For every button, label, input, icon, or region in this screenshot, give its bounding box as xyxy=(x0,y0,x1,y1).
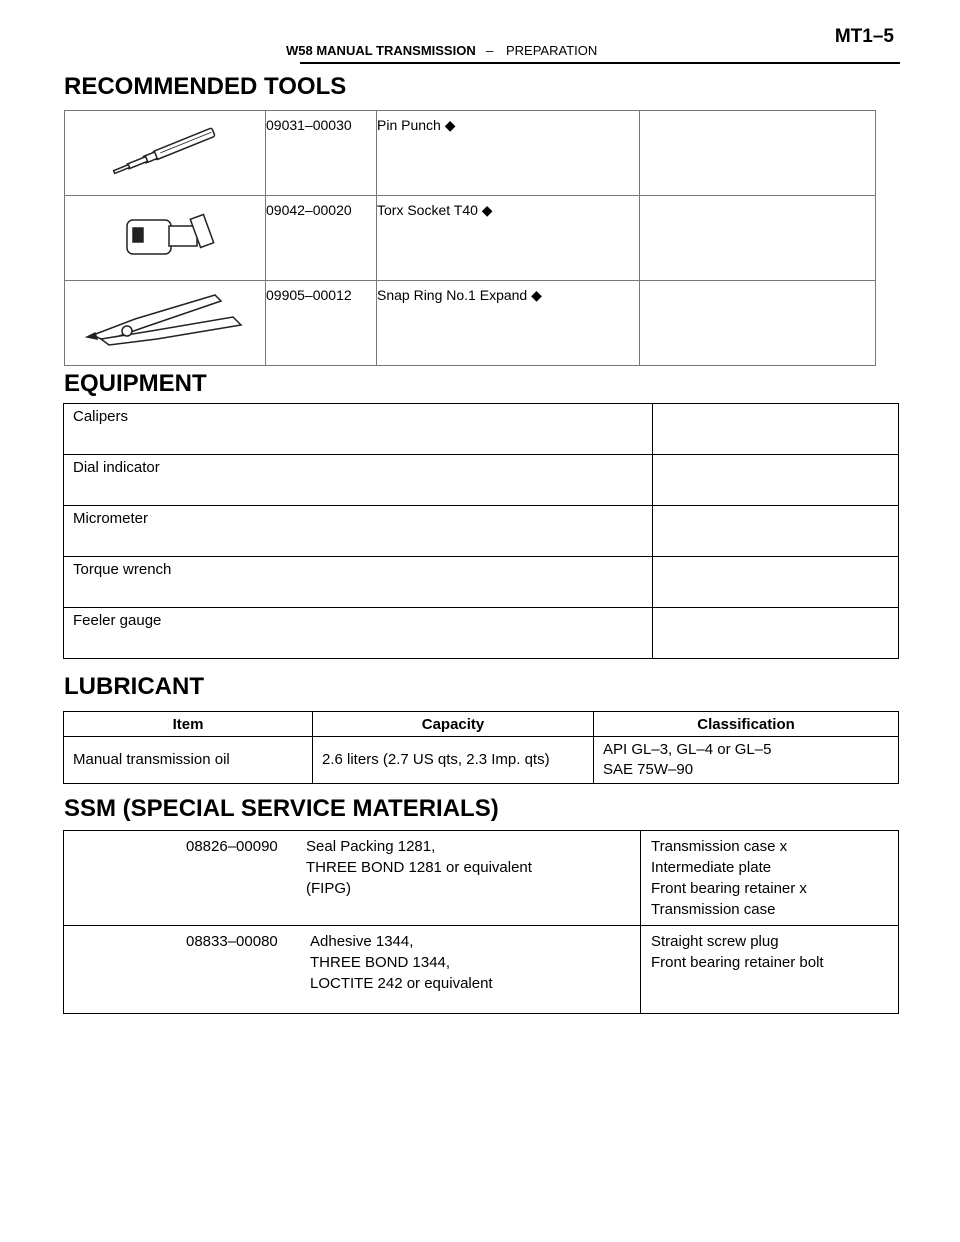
equipment-table xyxy=(63,403,899,659)
equipment-row xyxy=(64,455,899,506)
tool-row xyxy=(65,281,876,366)
recommended-tools-table xyxy=(64,110,876,366)
equipment-note xyxy=(653,557,899,608)
equipment-note xyxy=(653,506,899,557)
recommended-tools-heading: RECOMMENDED TOOLS xyxy=(64,73,347,100)
material-line: (FIPG) xyxy=(306,880,351,897)
equipment-note xyxy=(653,455,899,506)
ssm-material-cell xyxy=(64,926,641,1014)
usage-line: Transmission case x xyxy=(651,838,788,855)
usage-line: Straight screw plug xyxy=(651,933,779,950)
equipment-row xyxy=(64,506,899,557)
equipment-item: Torque wrench xyxy=(64,557,653,608)
lubricant-header-row xyxy=(64,712,899,737)
classification-line: SAE 75W–90 xyxy=(603,761,694,778)
tool-name: Snap Ring No.1 Expand ◆ xyxy=(377,281,640,366)
tool-notes-cell xyxy=(640,111,876,196)
material-line: Seal Packing 1281, xyxy=(306,838,436,855)
equipment-row xyxy=(64,404,899,455)
column-header-item: Item xyxy=(64,712,313,737)
column-header-classification: Classification xyxy=(594,712,899,737)
tool-notes-cell xyxy=(640,196,876,281)
lubricant-classification xyxy=(594,737,899,784)
ssm-material-block xyxy=(186,836,630,899)
ssm-code: 08826–00090 xyxy=(186,838,278,855)
tool-row xyxy=(65,196,876,281)
tool-name: Torx Socket T40 ◆ xyxy=(377,196,640,281)
equipment-item: Micrometer xyxy=(64,506,653,557)
tool-name: Pin Punch ◆ xyxy=(377,111,640,196)
equipment-note xyxy=(653,608,899,659)
equipment-heading: EQUIPMENT xyxy=(64,370,207,397)
material-line: THREE BOND 1344, xyxy=(310,954,451,971)
ssm-row xyxy=(64,831,899,926)
header-separator: – xyxy=(486,43,494,58)
page-header xyxy=(286,26,900,64)
page-number: MT1–5 xyxy=(834,26,894,47)
lubricant-capacity: 2.6 liters (2.7 US qts, 2.3 Imp. qts) xyxy=(313,737,594,784)
classification-line: API GL–3, GL–4 or GL–5 xyxy=(603,741,772,758)
lubricant-heading: LUBRICANT xyxy=(64,673,204,700)
usage-line: Front bearing retainer bolt xyxy=(651,954,824,971)
pin-punch-drawing xyxy=(65,111,266,196)
ssm-table xyxy=(63,830,899,1014)
equipment-item: Dial indicator xyxy=(64,455,653,506)
equipment-note xyxy=(653,404,899,455)
ssm-material xyxy=(310,931,493,994)
tool-notes-cell xyxy=(640,281,876,366)
section-name: PREPARATION xyxy=(506,43,598,58)
column-header-capacity: Capacity xyxy=(313,712,594,737)
ssm-code: 08833–00080 xyxy=(186,933,278,950)
tool-row xyxy=(65,111,876,196)
ssm-material-cell xyxy=(64,831,641,926)
usage-line: Intermediate plate xyxy=(651,859,772,876)
ssm-material xyxy=(306,836,532,899)
ssm-heading: SSM (SPECIAL SERVICE MATERIALS) xyxy=(64,795,499,822)
material-line: Adhesive 1344, xyxy=(310,933,414,950)
manual-title: W58 MANUAL TRANSMISSION xyxy=(286,43,476,58)
material-line: THREE BOND 1281 or equivalent xyxy=(306,859,532,876)
ssm-material-block xyxy=(186,931,630,994)
tool-code: 09031–00030 xyxy=(266,111,377,196)
ssm-usage xyxy=(641,926,899,1014)
tool-code: 09905–00012 xyxy=(266,281,377,366)
material-line: LOCTITE 242 or equivalent xyxy=(310,975,493,992)
equipment-item: Feeler gauge xyxy=(64,608,653,659)
snap-ring-pliers-drawing xyxy=(65,281,266,366)
lubricant-row xyxy=(64,737,899,784)
tool-code: 09042–00020 xyxy=(266,196,377,281)
equipment-item: Calipers xyxy=(64,404,653,455)
equipment-row xyxy=(64,557,899,608)
torx-socket-drawing xyxy=(65,196,266,281)
ssm-row xyxy=(64,926,899,1014)
lubricant-table xyxy=(63,711,899,784)
usage-line: Transmission case xyxy=(651,901,776,918)
ssm-usage xyxy=(641,831,899,926)
usage-line: Front bearing retainer x xyxy=(651,880,807,897)
equipment-row xyxy=(64,608,899,659)
lubricant-item: Manual transmission oil xyxy=(64,737,313,784)
